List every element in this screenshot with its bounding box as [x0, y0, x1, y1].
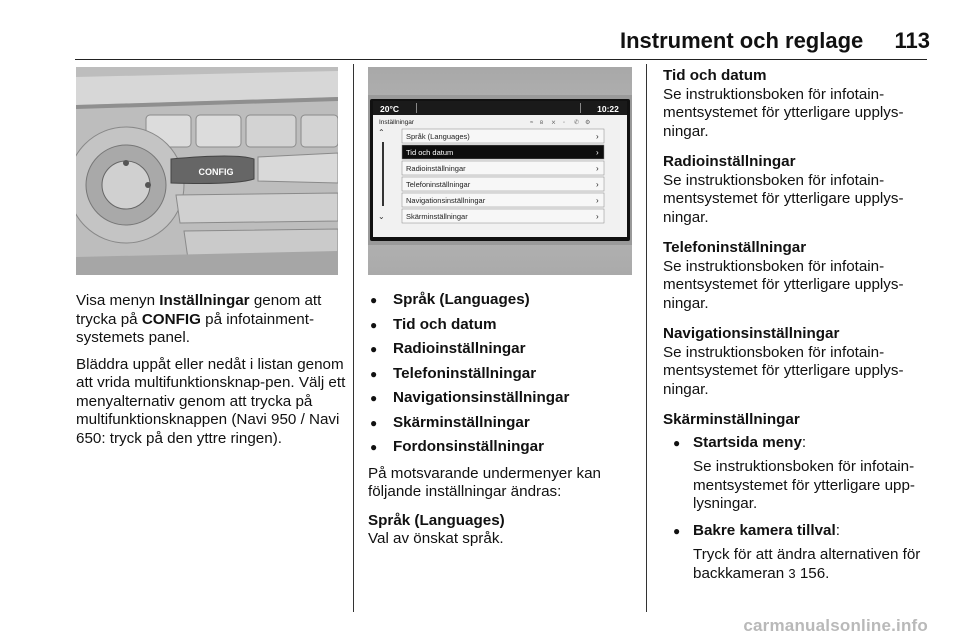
- screen-menu-item[interactable]: [402, 209, 604, 223]
- column-1-text: [76, 292, 346, 456]
- screen-temperature: 20°C: [380, 104, 399, 114]
- item-description-text: Tryck för att ändra alternativen för backkameran: [693, 546, 921, 582]
- wifi-icon: ≈: [530, 120, 534, 126]
- section-text: Se instruktionsboken för infotain-mentsystemet för ytterligare upplys-ningar.: [663, 171, 904, 226]
- mute-icon: ⨯: [551, 120, 557, 126]
- screen-menu-item-label: Telefoninställningar: [406, 180, 471, 189]
- page-reference-number: 156.: [795, 564, 830, 582]
- menu-name-settings: Inställningar: [159, 292, 250, 309]
- screen-menu-item[interactable]: [402, 177, 604, 191]
- column-divider-right: [646, 64, 647, 612]
- scrollbar-track[interactable]: [382, 142, 384, 206]
- item-colon: :: [835, 521, 840, 539]
- section-time-date: [663, 67, 929, 141]
- config-button-name: CONFIG: [141, 310, 201, 328]
- item-colon: :: [801, 433, 807, 451]
- bluetooth-icon: ʙ: [540, 120, 544, 126]
- screen-menu-item-label: Skärminställningar: [406, 212, 468, 221]
- chevron-right-icon: ›: [596, 180, 599, 189]
- screen-menu-item-label: Navigationsinställningar: [406, 196, 486, 205]
- language-section-text: Val av önskat språk.: [368, 530, 504, 547]
- running-header-title: Instrument och reglage: [620, 28, 864, 53]
- page-reference-arrow-icon: 3: [788, 565, 796, 581]
- screen-menu-title: Inställningar: [379, 119, 415, 126]
- chevron-right-icon: ›: [596, 164, 599, 173]
- language-section-title: Språk (Languages): [368, 511, 505, 529]
- chevron-right-icon: ›: [596, 212, 599, 221]
- screen-menu-item[interactable]: [402, 145, 604, 159]
- column-3-text: [663, 67, 929, 595]
- signal-icon: ◦: [563, 120, 566, 126]
- section-display: [663, 411, 929, 583]
- bullet-item-navigation: ● Navigationsinställningar: [368, 389, 638, 408]
- intro-text-3: på infotainment-systemets panel.: [76, 310, 315, 346]
- section-text: Se instruktionsboken för infotain-mentsystemet för ytterligare upplys-ningar.: [663, 85, 904, 140]
- column-2-text: [368, 291, 638, 549]
- bullet-item-languages: ● Språk (Languages): [368, 291, 638, 310]
- phone-icon: ✆: [574, 120, 580, 126]
- chevron-right-icon: ›: [596, 196, 599, 205]
- chevron-right-icon: ›: [596, 132, 599, 141]
- intro-text-1: Visa menyn: [76, 292, 160, 309]
- item-label: Bakre kamera tillval: [693, 521, 836, 539]
- screen-menu-item-label: Tid och datum: [406, 148, 454, 157]
- scroll-instructions-paragraph: Bläddra uppåt eller nedåt i listan genom att vrida multifunktionsknap-pen. Välj ett menyalternativ genom att trycka på multifunktionsknappen (Navi 950 / Navi 650: tryck på den yttre ringen).: [76, 355, 346, 447]
- item-label: Startsida meny: [693, 433, 802, 451]
- screen-menu-item-label: Radioinställningar: [406, 164, 466, 173]
- bullet-item-vehicle: ● Fordonsinställningar: [368, 438, 638, 457]
- submenu-intro-paragraph: På motsvarande undermenyer kan följande inställningar ändras:: [368, 464, 602, 500]
- section-text: Se instruktionsboken för infotain-mentsystemet för ytterligare upplys-ningar.: [663, 257, 904, 312]
- chevron-right-icon: ›: [596, 148, 599, 157]
- column-divider-left: [353, 64, 354, 612]
- display-item-rear-camera: [663, 522, 929, 584]
- config-button-label: CONFIG: [198, 167, 234, 177]
- screen-menu-item[interactable]: [402, 161, 604, 175]
- section-title: Skärminställningar: [663, 411, 800, 428]
- section-title: Tid och datum: [663, 67, 767, 84]
- screen-menu-item[interactable]: [402, 193, 604, 207]
- settings-screen-figure: [368, 67, 632, 275]
- section-title: Navigationsinställningar: [663, 325, 840, 342]
- section-navigation: [663, 325, 929, 399]
- settings-menu-bullet-list: [368, 291, 638, 457]
- item-description: Se instruktionsboken för infotain-mentsystemet för ytterligare upp-lysningar.: [693, 458, 915, 512]
- chevron-up-icon[interactable]: ⌃: [378, 128, 385, 137]
- section-title: Telefoninställningar: [663, 239, 807, 256]
- infotainment-screen-illustration: [368, 67, 632, 275]
- section-radio: [663, 153, 929, 227]
- screen-time: 10:22: [597, 104, 619, 114]
- config-button-figure: [76, 67, 338, 275]
- page-number: 113: [894, 28, 930, 53]
- intro-paragraph: [76, 292, 346, 348]
- section-text: Se instruktionsboken för infotain-mentsystemet för ytterligare upplys-ningar.: [663, 343, 904, 398]
- bullet-item-phone: ● Telefoninställningar: [368, 365, 638, 384]
- screen-menu-item[interactable]: [402, 129, 604, 143]
- display-item-home-menu: [663, 434, 929, 514]
- settings-gear-icon: ⚙: [585, 120, 591, 126]
- bullet-item-radio: ● Radioinställningar: [368, 340, 638, 359]
- bullet-item-time-date: ● Tid och datum: [368, 316, 638, 335]
- screen-menu-item-label: Språk (Languages): [406, 132, 470, 141]
- bullet-item-display: ● Skärminställningar: [368, 414, 638, 433]
- dashboard-illustration: [76, 67, 338, 275]
- item-description: [693, 546, 929, 583]
- chevron-down-icon[interactable]: ⌄: [378, 212, 385, 221]
- watermark: carmanualsonline.info: [743, 616, 928, 635]
- display-settings-list: [663, 434, 929, 584]
- intro-text-2: genom att trycka på: [76, 292, 322, 328]
- section-title: Radioinställningar: [663, 153, 796, 170]
- section-phone: [663, 239, 929, 313]
- header-rule: [75, 59, 927, 60]
